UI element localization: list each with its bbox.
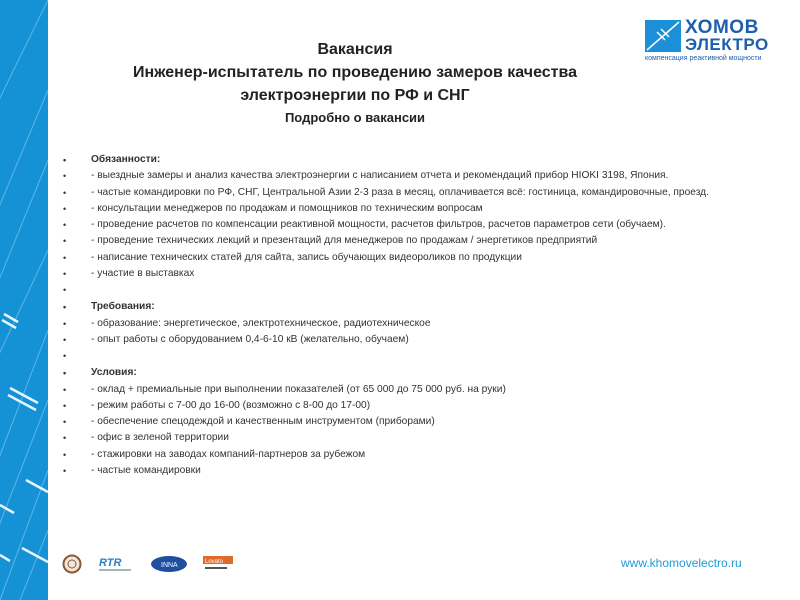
list-item: • - стажировки на заводах компаний-партнеров за рубежом	[60, 447, 720, 463]
conditions-heading: • Условия:	[60, 365, 720, 381]
list-item: • - участие в выставках	[60, 266, 720, 282]
page-title	[60, 38, 650, 129]
list-item: • - частые командировки	[60, 463, 720, 479]
requirements-heading: • Требования:	[60, 299, 720, 315]
blank-item	[60, 282, 720, 299]
logo-text-line2: ЭЛЕКТРО	[685, 35, 769, 54]
list-item: • - частые командировки по РФ, СНГ, Центральной Азии 2-3 раза в месяц, оплачивается всё: гостиница, командировочные, проезд.	[60, 185, 720, 201]
partner-inna-logo	[150, 554, 188, 574]
list-item: • - режим работы с 7-00 до 16-00 (возможно с 8-00 до 17-00)	[60, 398, 720, 414]
subtitle: Подробно о вакансии	[284, 110, 426, 125]
partner-rtr-logo	[97, 554, 135, 574]
duties-heading: • Обязанности:	[60, 152, 720, 168]
title-line1: Вакансия	[317, 41, 393, 58]
circuit-pattern-icon	[0, 0, 48, 600]
logo-emblem-icon	[645, 20, 681, 52]
title-line3: электроэнергии по РФ и СНГ	[240, 87, 470, 104]
partner-rtr-text: RTR	[99, 557, 122, 569]
list-item: • - написание технических статей для сайта, запись обучающих видеороликов по продукции	[60, 250, 720, 266]
partner-inna-text: INNA	[161, 562, 178, 569]
partner-lovato-logo	[203, 554, 235, 574]
partner-seal-logo-icon	[62, 554, 82, 574]
list-item: • - выездные замеры и анализ качества электроэнергии с написанием отчета и рекомендаций прибор HIOKI 3198, Япония.	[60, 168, 720, 184]
list-item: • - обеспечение спецодеждой и качественным инструментом (приборами)	[60, 414, 720, 430]
list-item: • - консультации менеджеров по продажам и помощников по техническим вопросам	[60, 201, 720, 217]
list-item: • - проведение технических лекций и презентаций для менеджеров по продажам / энергетиков предприятий	[60, 233, 720, 249]
vacancy-details	[60, 152, 720, 479]
list-item: • - проведение расчетов по компенсации реактивной мощности, расчетов фильтров, расчетов параметров сети (обучаем).	[60, 217, 720, 233]
website-link[interactable]: www.khomovelectro.ru	[621, 556, 742, 570]
decorative-side-stripe	[0, 0, 48, 600]
partner-logos	[62, 553, 235, 575]
list-item: • - офис в зеленой территории	[60, 430, 720, 446]
logo-text-line1: ХОМОВ	[685, 17, 759, 38]
partner-lovato-text: Lovato	[205, 559, 224, 565]
logo-tagline: компенсация реактивной мощности	[645, 55, 762, 62]
list-item: • - опыт работы с оборудованием 0,4-6-10 кВ (желательно, обучаем)	[60, 332, 720, 348]
company-logo	[645, 17, 777, 64]
list-item: • - образование: энергетическое, электротехническое, радиотехническое	[60, 316, 720, 332]
title-line2: Инженер-испытатель по проведению замеров качества	[132, 64, 578, 81]
blank-item	[60, 348, 720, 365]
list-item: • - оклад + премиальные при выполнении показателей (от 65 000 до 75 000 руб. на руки)	[60, 382, 720, 398]
